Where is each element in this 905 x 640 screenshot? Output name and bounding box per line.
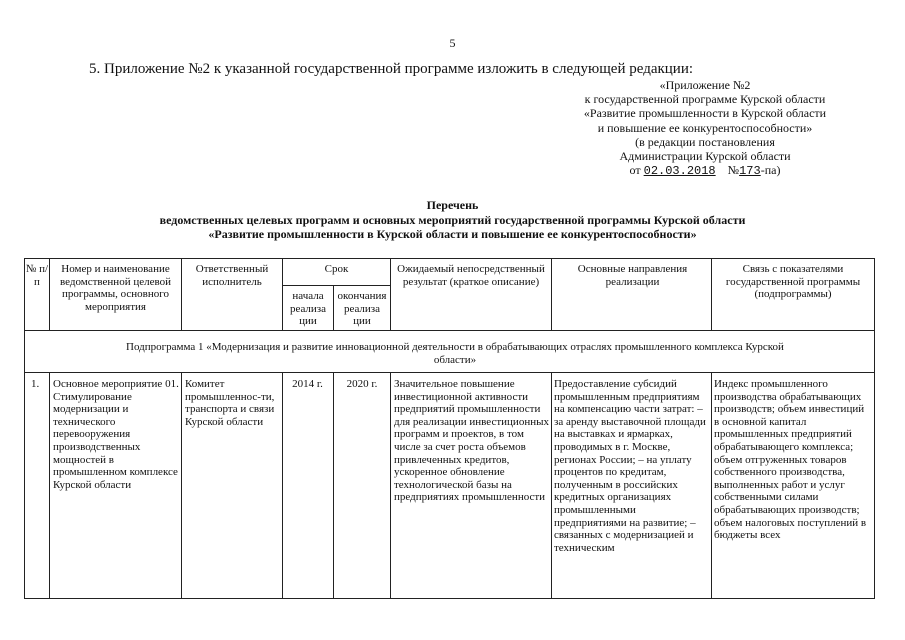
appendix-line: (в редакции постановления <box>635 134 775 149</box>
decree-number: 173 <box>739 164 761 179</box>
row-link: Индекс промышленного производства обрабатывающих производств; объем инвестиций в основной капитал промышленных предприятий обрабатывающего комплекса; объем отгруженных товаров собственного производства, выполненных работ и услуг собственными силами обрабатывающих производств; объем налоговых поступлений в бюджеты всех <box>714 378 867 542</box>
number-suffix: -па) <box>760 163 781 178</box>
row-num: 1. <box>31 378 40 390</box>
decree-date: 02.03.2018 <box>643 164 716 179</box>
header-directions: Основные направления реализации <box>577 263 688 288</box>
appendix-line: к государственной программе Курской области <box>584 92 826 107</box>
row-result: Значительное повышение инвестиционной активности предприятий промышленности для реализации инвестиционных программ и проектов, в том числе за счет роста объемов привлеченных кредитов, ускоренное обновление технологической базы на предприятиях промышленности <box>394 378 549 504</box>
date-prefix: от <box>629 163 641 178</box>
header-link: Связь с показателями государственной программы (подпрограммы) <box>725 263 861 301</box>
title-line: «Развитие промышленности в Курской области и повышение ее конкурентоспособности» <box>208 227 697 241</box>
appendix-date-line <box>560 163 850 178</box>
appendix-header <box>560 78 850 178</box>
intro-paragraph: 5. Приложение №2 к указанной государственной программе изложить в следующей редакции: <box>89 61 694 77</box>
header-term: Срок <box>324 263 349 275</box>
row-end: 2020 г. <box>346 378 378 390</box>
title-line: ведомственных целевых программ и основных мероприятий государственной программы Курской области <box>159 212 746 227</box>
header-responsible: Ответственный исполнитель <box>195 263 269 288</box>
appendix-line: «Развитие промышленности в Курской области <box>583 106 827 121</box>
subprogram-title: Подпрограмма 1 «Модернизация и развитие инновационной деятельности в обрабатывающих отраслях промышленного комплекса Курской области» <box>126 341 784 366</box>
row-name: Основное мероприятие 01. Стимулирование модернизации и технического перевооружения производственных мощностей в промышленном комплексе Курской области <box>53 378 179 491</box>
page-number: 5 <box>449 36 456 50</box>
header-result: Ожидаемый непосредственный результат (краткое описание) <box>397 263 545 288</box>
appendix-line: Администрации Курской области <box>619 149 791 164</box>
header-end: окончания реализа ции <box>337 290 387 328</box>
document-title <box>0 198 905 242</box>
header-num: № п/п <box>25 263 49 288</box>
row-start: 2014 г. <box>292 378 323 390</box>
appendix-line: «Приложение №2 <box>659 78 751 92</box>
number-prefix: № <box>727 163 740 178</box>
row-responsible: Комитет промышленнос-ти, транспорта и связи Курской области <box>185 378 275 428</box>
title-line: Перечень <box>426 198 479 212</box>
row-directions: Предоставление субсидий промышленным предприятиям на компенсацию части затрат: – за аренду выставочной площади на выставках и ярмарках, проводимых в г. Москве, регионах России; – на уплату процентов по кредитам, полученным в российских кредитных организациях промышленными предприятиями на развитие; – связанных с модернизацией и техническим <box>554 378 706 554</box>
appendix-line: и повышение ее конкурентоспособности» <box>597 120 813 135</box>
header-name: Номер и наименование ведомственной целевой программы, основного мероприятия <box>60 263 171 313</box>
header-start: начала реализа ции <box>289 290 327 328</box>
